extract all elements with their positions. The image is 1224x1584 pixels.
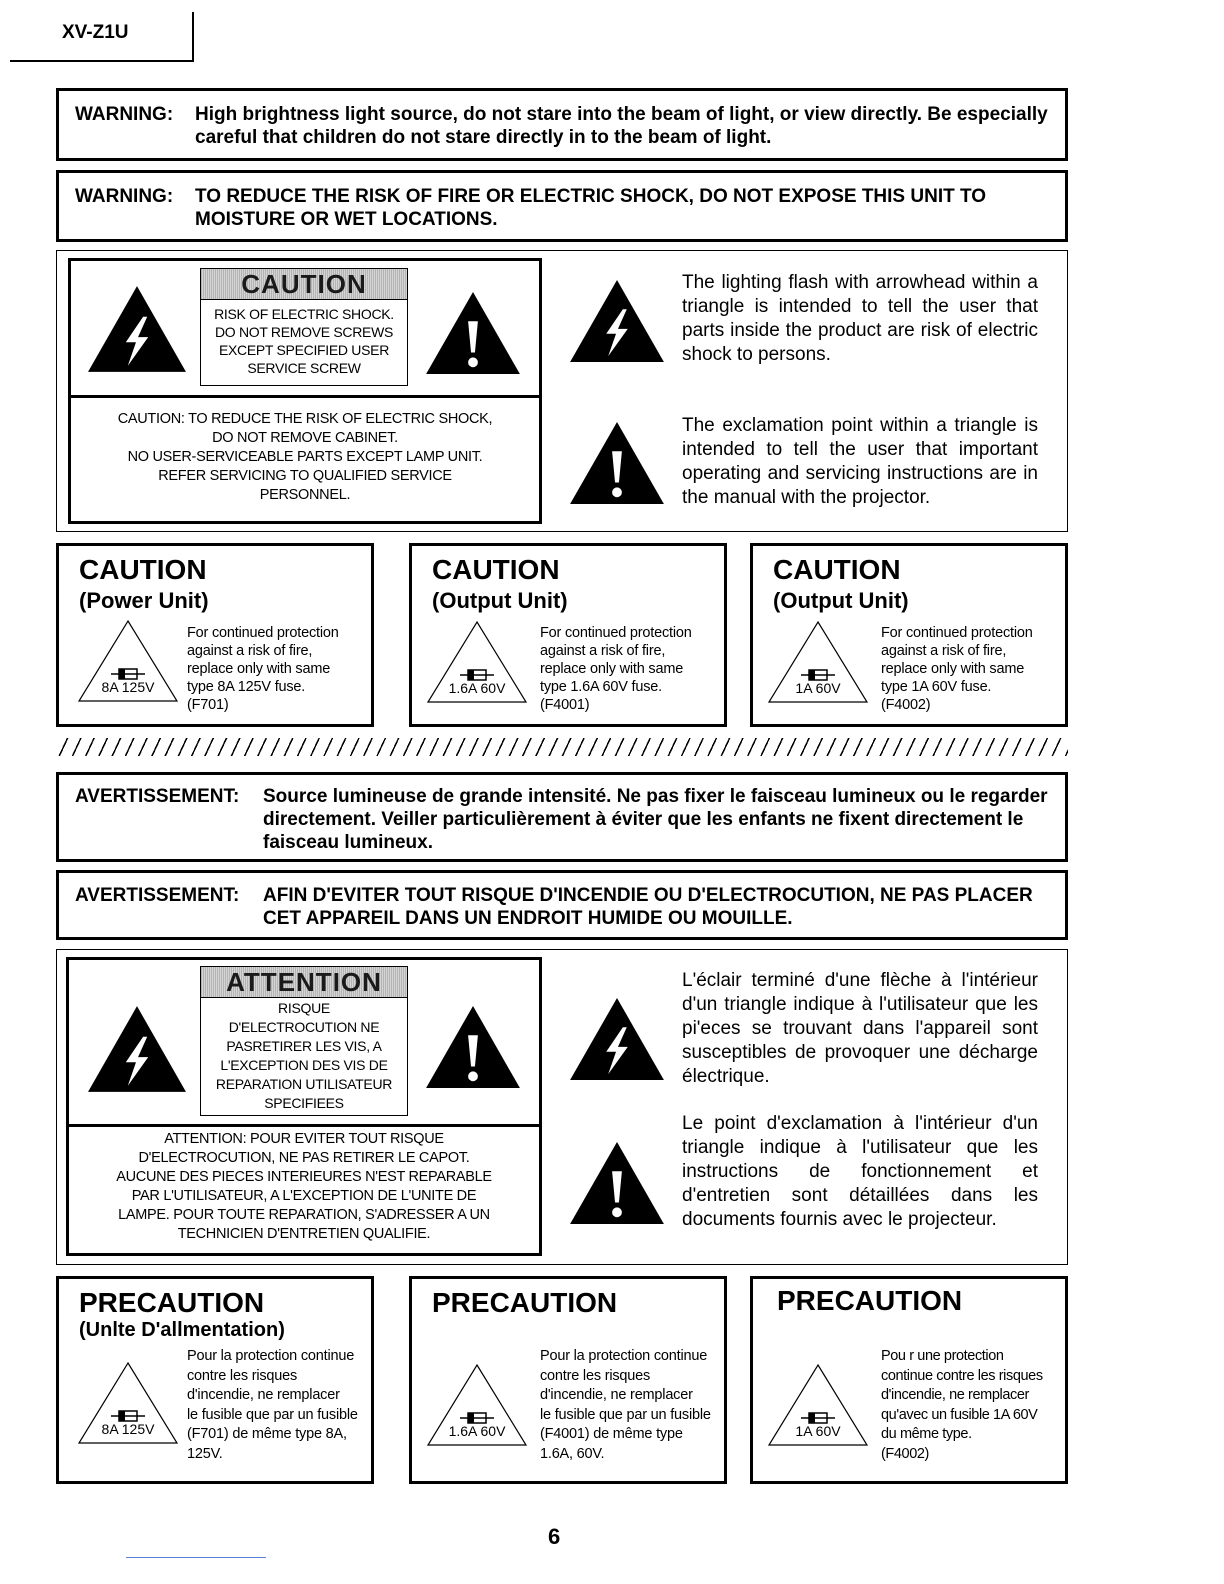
attention-caption: ATTENTION: POUR EVITER TOUT RISQUE D'ELECTROCUTION, NE PAS RETIRER LE CAPOT. AUCUNE DES PIECES INTERIEURES N'EST REPARABLE PAR L'UTILISATEUR, A L'EXCEPTION DE L'UNITE DE LAMPE. POUR TOUTE REPARATION, S'ADRESSER A UN TECHNICIEN D'ENTRETIEN QUALIFIE. <box>116 1131 492 1242</box>
fuse-title: CAUTION <box>432 554 560 585</box>
avertissement-label: AVERTISSEMENT: <box>75 885 240 906</box>
fuse-instructions: For continued protection against a risk of fire, replace only with same type 1A 60V fuse. (F4002) <box>881 625 1033 713</box>
attention-label: ATTENTION RISQUE D'ELECTROCUTION NE PASRETIRER LES VIS, A L'EXCEPTION DES VIS DE REPARATION UTILISATEUR SPECIFIEES <box>200 966 408 1116</box>
electric-shock-symbol-icon <box>568 996 666 1082</box>
exclamation-warning-icon <box>424 290 522 376</box>
fuse-title: PRECAUTION <box>777 1285 963 1316</box>
fuse-rating: 8A 125V <box>101 679 155 695</box>
fuse-caution-power-unit <box>56 543 374 727</box>
fuse-caution-output-unit-f4002 <box>750 543 1068 727</box>
avertissement-box-moisture <box>56 870 1068 940</box>
exclamation-symbol-description-fr: Le point d'exclamation à l'intérieur d'un triangle indique à l'utilisateur que les instructions de fonctionnement et d'entretien sont détaillées dans les documents fournis avec le projecteur. <box>682 1113 1038 1230</box>
avertissement-text: AFIN D'EVITER TOUT RISQUE D'INCENDIE OU D'ELECTROCUTION, NE PAS PLACER CET APPAREIL DANS UN ENDROIT HUMIDE OU MOUILLE. <box>263 885 1033 929</box>
electric-shock-warning-icon <box>86 1004 188 1094</box>
exclamation-warning-icon <box>424 1004 522 1090</box>
fuse-title: CAUTION <box>79 554 207 585</box>
fuse-instructions: Pou r une protection continue contre les risques d'incendie, ne remplacer qu'avec un fusible 1A 60V du même type. (F4002) <box>881 1348 1043 1462</box>
avertissement-text: Source lumineuse de grande intensité. Ne pas fixer le faisceau lumineux ou le regarder directement. Veiller particulièrement à éviter que les enfants ne fixent directement le faisceau lumineux. <box>263 786 1048 853</box>
fuse-subtitle: (Output Unit) <box>432 588 568 613</box>
fuse-rating: 1.6A 60V <box>448 1423 506 1439</box>
warning-label: WARNING: <box>75 104 174 125</box>
fuse-rating: 1.6A 60V <box>448 680 506 696</box>
avertissement-label: AVERTISSEMENT: <box>75 786 240 807</box>
electric-shock-symbol-icon <box>568 278 666 364</box>
electric-shock-warning-icon <box>86 284 188 374</box>
caution-banner: CAUTION <box>201 269 407 300</box>
warning-text: TO REDUCE THE RISK OF FIRE OR ELECTRIC SHOCK, DO NOT EXPOSE THIS UNIT TO MOISTURE OR WET LOCATIONS. <box>195 186 987 230</box>
link-underline <box>126 1557 266 1558</box>
model-number: XV-Z1U <box>62 22 129 43</box>
fuse-instructions: For continued protection against a risk of fire, replace only with same type 1.6A 60V fuse. (F4001) <box>540 625 692 713</box>
fuse-title: CAUTION <box>773 554 901 585</box>
fuse-instructions: Pour la protection continue contre les risques d'incendie, ne remplacer le fusible que par un fusible (F701) de même type 8A, 125V. <box>187 1348 358 1462</box>
page-number: 6 <box>548 1524 561 1549</box>
fuse-subtitle: (Power Unit) <box>79 588 209 613</box>
fuse-caution-output-unit-f4001 <box>409 543 727 727</box>
exclamation-symbol-description: The exclamation point within a triangle is intended to tell the user that important operating and servicing instructions are in the manual with the projector. <box>682 415 1038 508</box>
attention-banner: ATTENTION <box>201 967 407 998</box>
fuse-rating: 8A 125V <box>101 1421 155 1437</box>
fuse-rating: 1A 60V <box>795 1423 841 1439</box>
fuse-subtitle: (Unlte D'allmentation) <box>79 1319 285 1341</box>
warning-label: WARNING: <box>75 186 174 207</box>
fuse-instructions: For continued protection against a risk of fire, replace only with same type 8A 125V fuse. (F701) <box>187 625 339 713</box>
fuse-instructions: Pour la protection continue contre les risques d'incendie, ne remplacer le fusible que par un fusible (F4001) de même type 1.6A, 60V. <box>540 1348 711 1462</box>
fuse-precaution-f4002 <box>750 1276 1068 1484</box>
warning-box-light <box>56 88 1068 161</box>
warning-box-moisture <box>56 170 1068 242</box>
avertissement-box-light <box>56 772 1068 862</box>
header-divider <box>192 12 194 62</box>
fuse-rating: 1A 60V <box>795 680 841 696</box>
exclamation-symbol-icon <box>568 420 666 506</box>
caution-label: CAUTION RISK OF ELECTRIC SHOCK. DO NOT REMOVE SCREWS EXCEPT SPECIFIED USER SERVICE SCREW <box>200 268 408 386</box>
fuse-precaution-f4001 <box>409 1276 727 1484</box>
fuse-title: PRECAUTION <box>79 1287 265 1318</box>
caution-caption: CAUTION: TO REDUCE THE RISK OF ELECTRIC SHOCK, DO NOT REMOVE CABINET. NO USER-SERVICEABLE PARTS EXCEPT LAMP UNIT. REFER SERVICING TO QUALIFIED SERVICE PERSONNEL. <box>117 411 493 503</box>
exclamation-symbol-icon <box>568 1140 666 1226</box>
fuse-precaution-alimentation <box>56 1276 374 1484</box>
warning-text: High brightness light source, do not stare into the beam of light, or view directly. Be especially careful that children do not stare directly in to the beam of light. <box>195 104 1048 148</box>
header-rule <box>10 60 194 62</box>
hatched-separator <box>58 738 1068 756</box>
fuse-title: PRECAUTION <box>432 1287 618 1318</box>
flash-symbol-description-fr: L'éclair terminé d'une flèche à l'intérieur d'un triangle indique à l'utilisateur que les pi'eces se trouvant dans l'appareil sont susceptibles de provoquer une décharge électrique. <box>682 970 1038 1087</box>
flash-symbol-description: The lighting flash with arrowhead within a triangle is intended to tell the user that parts inside the product are risk of electric shock to persons. <box>682 272 1038 365</box>
fuse-subtitle: (Output Unit) <box>773 588 909 613</box>
